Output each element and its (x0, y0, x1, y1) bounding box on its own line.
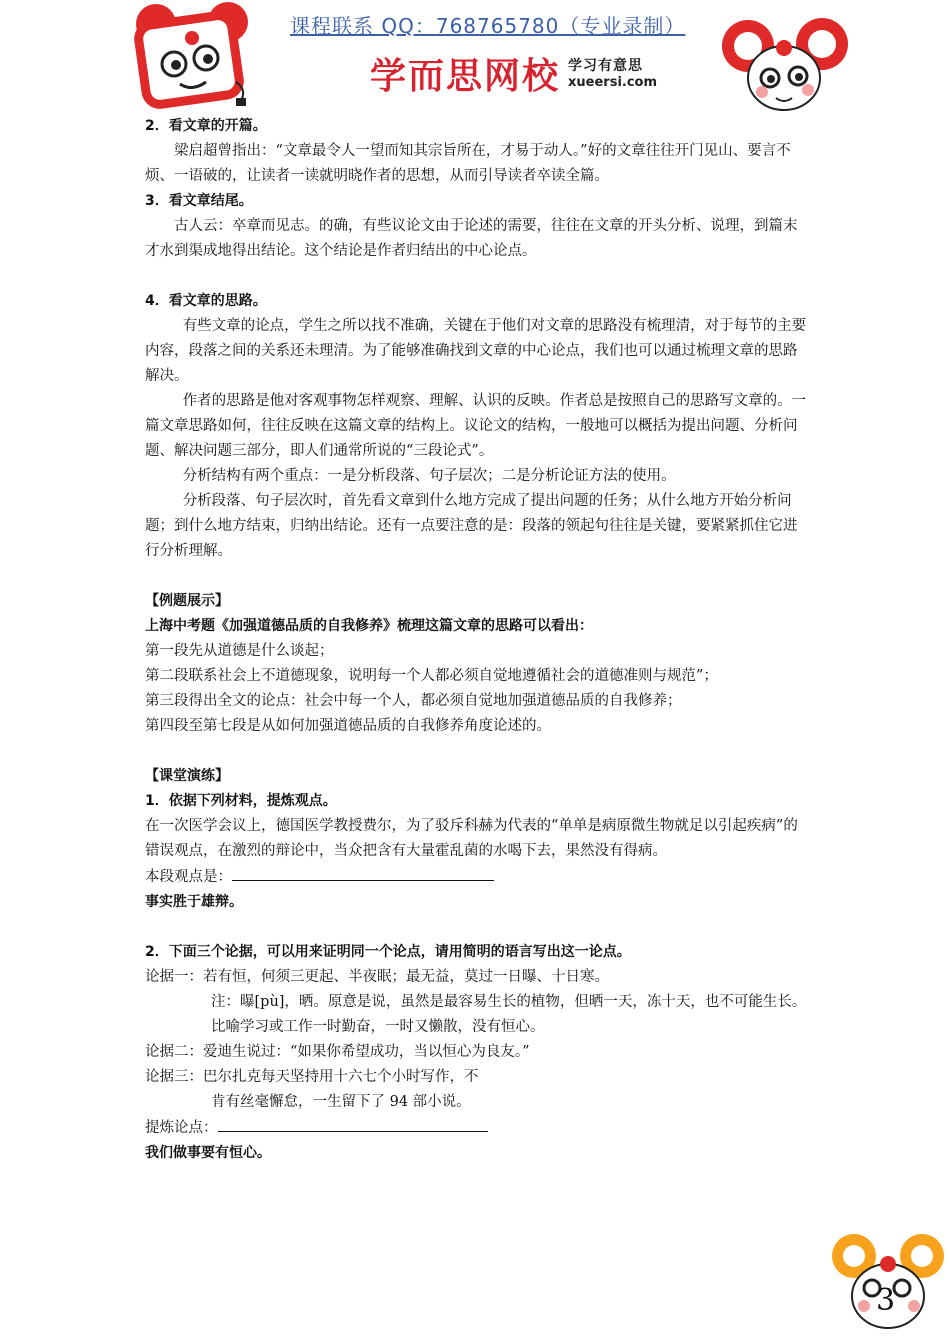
example-line: 第三段得出全文的论点：社会中每一个人，都必须自觉地加强道德品质的自我修养； (145, 693, 682, 709)
example-line: 第四段至第七段是从如何加强道德品质的自我修养角度论述的。 (145, 718, 551, 734)
answer-line (145, 864, 810, 890)
evidence-label: 论据二： (145, 1044, 203, 1060)
practice-heading: 【课堂演练】 (145, 768, 229, 784)
evidence-label: 论据一： (145, 969, 203, 985)
example-title: 上海中考题《加强道德品质的自我修养》梳理这篇文章的思路可以看出： (145, 618, 593, 634)
mascot-robot-left-icon (128, 2, 258, 112)
answer-line (145, 1115, 810, 1141)
answer-prompt: 提炼论点： (145, 1120, 218, 1136)
brand-domain: xueersi.com (568, 74, 658, 90)
example-heading: 【例题展示】 (145, 593, 229, 609)
evidence-text: 爱迪生说过：“如果你希望成功，当以恒心为良友。” (203, 1044, 530, 1060)
evidence-item (145, 965, 810, 990)
section-heading: 4．看文章的思路。 (145, 293, 267, 309)
mascot-mouse-bottom-icon (828, 1226, 948, 1336)
example-line: 第二段联系社会上不道德现象，说明每一个人都必须自觉地遵循社会的道德准则与规范”； (145, 668, 718, 684)
answer-text: 事实胜于雄辩。 (145, 894, 243, 910)
evidence-item (145, 1040, 810, 1065)
contact-info[interactable]: 课程联系 QQ：768765780（专业录制） (290, 14, 686, 38)
paragraph: 分析段落、句子层次时，首先看文章到什么地方完成了提出问题的任务；从什么地方开始分析问题；到什么地方结束，归纳出结论。还有一点要注意的是：段落的领起句往往是关键，要紧紧抓住它进行分析理解。 (145, 493, 798, 559)
evidence-item (145, 1065, 810, 1090)
paragraph: 分析结构有两个重点：一是分析段落、句子层次；二是分析论证方法的使用。 (182, 468, 676, 484)
evidence-text: 巴尔扎克每天坚持用十六七个小时写作，不 (203, 1069, 479, 1085)
answer-text: 我们做事要有恒心。 (145, 1145, 271, 1161)
question-material: 在一次医学会议上，德国医学教授费尔，为了驳斥科赫为代表的“单单是病原微生物就足以引起疾病”的错误观点，在激烈的辩论中，当众把含有大量霍乱菌的水喝下去，果然没有得病。 (145, 818, 798, 859)
document-body (145, 114, 810, 1166)
evidence-label: 论据三： (145, 1069, 203, 1085)
brand-logo (370, 48, 657, 99)
paragraph: 作者的思路是他对客观事物怎样观察、理解、认识的反映。作者总是按照自己的思路写文章的。一篇文章思路如何，往往反映在这篇文章的结构上。议论文的结构，一般地可以概括为提出问题、分析问题、解决问题三部分，即人们通常所说的“三段论式”。 (145, 393, 807, 459)
paragraph: 古人云：卒章而见志。的确，有些议论文由于论述的需要，往往在文章的开头分析、说理，到篇末才水到渠成地得出结论。这个结论是作者归结出的中心论点。 (145, 218, 798, 259)
example-line: 第一段先从道德是什么谈起； (145, 643, 334, 659)
page-number: 3 (876, 1283, 896, 1318)
question-title: 1．依据下列材料，提炼观点。 (145, 793, 337, 809)
evidence-note: 注：曝[pù]，晒。原意是说，虽然是最容易生长的植物，但晒一天，冻十天，也不可能生长。比喻学习或工作一时勤奋，一时又懒散，没有恒心。 (211, 994, 807, 1035)
section-heading: 3．看文章结尾。 (145, 193, 253, 209)
answer-blank[interactable] (232, 864, 494, 881)
answer-blank[interactable] (218, 1115, 488, 1132)
question-title: 2．下面三个论据，可以用来证明同一个论点，请用简明的语言写出这一论点。 (145, 944, 631, 960)
brand-name: 学而思网校 (370, 56, 561, 97)
evidence-text: 若有恒，何须三更起、半夜眠；最无益，莫过一日曝、十日寒。 (203, 969, 609, 985)
mascot-mouse-right-icon (718, 10, 858, 120)
answer-prompt: 本段观点是： (145, 869, 232, 885)
evidence-text-continued: 肯有丝毫懈怠，一生留下了 94 部小说。 (211, 1094, 471, 1110)
paragraph: 有些文章的论点，学生之所以找不准确，关键在于他们对文章的思路没有梳理清，对于每节的主要内容，段落之间的关系还未理清。为了能够准确找到文章的中心论点，我们也可以通过梳理文章的思路解决。 (145, 318, 807, 384)
section-heading: 2．看文章的开篇。 (145, 118, 267, 134)
brand-slogan: 学习有意思 (568, 57, 644, 74)
paragraph: 梁启超曾指出：“文章最令人一望而知其宗旨所在，才易于动人。”好的文章往往开门见山、要言不烦、一语破的，让读者一读就明晓作者的思想，从而引导读者卒读全篇。 (145, 143, 791, 184)
